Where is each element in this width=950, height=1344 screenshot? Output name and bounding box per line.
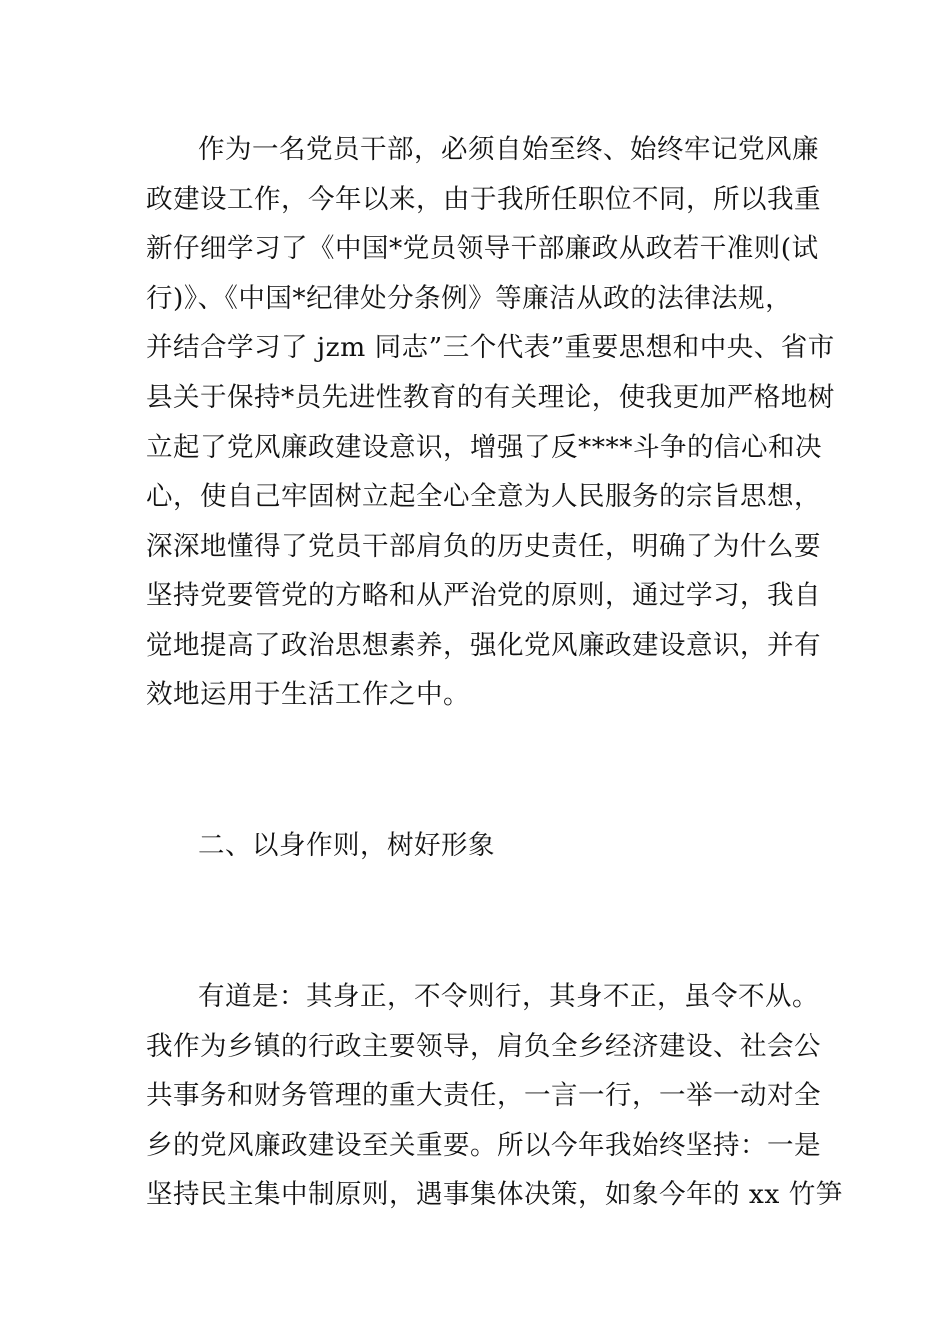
paragraph-line: 效地运用于生活工作之中。 — [146, 679, 470, 710]
paragraph-line: 行)》、《中国*纪律处分条例》等廉洁从政的法律法规， — [146, 283, 793, 314]
paragraph-line: 坚持民主集中制原则，遇事集体决策，如象今年的 xx 竹笋 — [146, 1179, 843, 1210]
paragraph-line: 立起了党风廉政建设意识，增强了反****斗争的信心和决 — [146, 432, 822, 463]
paragraph-line: 心，使自己牢固树立起全心全意为人民服务的宗旨思想， — [146, 481, 821, 512]
section-heading: 二、以身作则，树好形象 — [198, 830, 495, 861]
paragraph-line: 共事务和财务管理的重大责任，一言一行，一举一动对全 — [146, 1080, 821, 1111]
paragraph-line: 新仔细学习了《中国*党员领导干部廉政从政若干准则(试 — [146, 233, 819, 264]
paragraph-line: 作为一名党员干部，必须自始至终、始终牢记党风廉 — [198, 134, 819, 165]
paragraph-line: 深深地懂得了党员干部肩负的历史责任，明确了为什么要 — [146, 531, 821, 562]
paragraph-line: 乡的党风廉政建设至关重要。所以今年我始终坚持：一是 — [146, 1130, 821, 1161]
paragraph-line: 有道是：其身正，不令则行，其身不正，虽令不从。 — [198, 981, 819, 1012]
paragraph-line: 觉地提高了政治思想素养，强化党风廉政建设意识，并有 — [146, 630, 821, 661]
paragraph-line: 政建设工作，今年以来，由于我所任职位不同，所以我重 — [146, 184, 821, 215]
paragraph-line: 坚持党要管党的方略和从严治党的原则，通过学习，我自 — [146, 580, 821, 611]
paragraph-line: 县关于保持*员先进性教育的有关理论，使我更加严格地树 — [146, 382, 835, 413]
paragraph-line: 并结合学习了 jzm 同志”三个代表”重要思想和中央、省市 — [146, 332, 835, 363]
paragraph-line: 我作为乡镇的行政主要领导，肩负全乡经济建设、社会公 — [146, 1031, 821, 1062]
